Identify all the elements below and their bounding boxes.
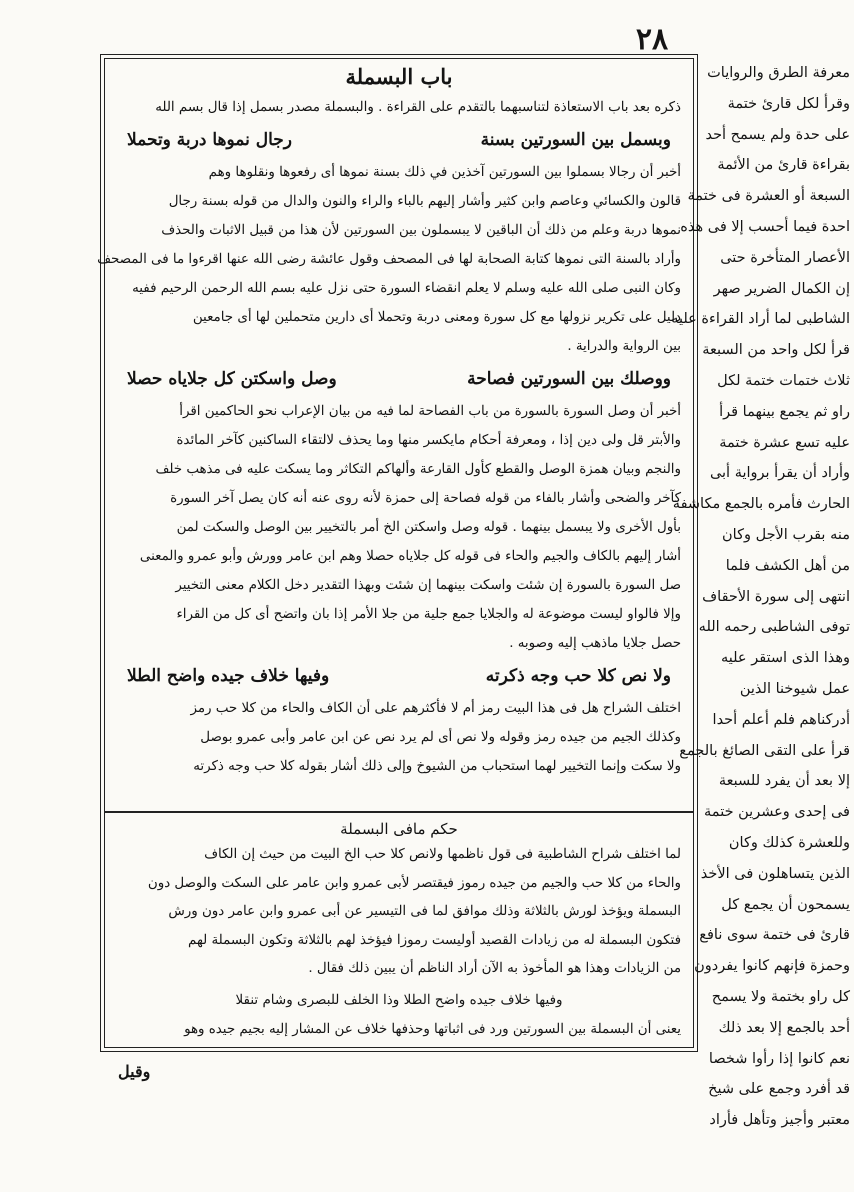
catchword: وقيل [118,1062,151,1081]
margin-line: منه بقرب الأجل وكان [722,526,850,543]
text-line: صل السورة بالسورة إن شئت واسكت بينهما إن شئت وبهذا التقدير دخل الكلام معنى التخيير [175,578,681,593]
margin-line: معتبر وأجيز وتأهل فأراد [709,1112,850,1129]
text-line: يعنى أن البسملة بين السورتين ورد فى اثباتها وحذفها خلاف عن المشار إليه بجيم جيده وهو [184,1021,681,1037]
verse-1-second-hemistich: رجال نموها دربة وتحملا [127,130,293,150]
margin-line: عليه تسع عشرة ختمة [719,434,850,451]
commentary-section [97,59,693,807]
text-line: كآخر والضحى وأشار بالفاء من قوله فصاحة إلى حمزة لأنه روى عنه أنه كان يصل آخر السورة [170,491,681,506]
text-line: أخبر أن رجالا بسملوا بين السورتين آخذين في ذلك بسنة نموها أى رفعوها ونقلوها وهم [208,165,681,180]
margin-line: قارئ فى ختمة سوى نافع [699,927,850,944]
margin-line: على حدة ولم يسمح أحد [705,126,850,143]
margin-line: إن الكمال الضرير صهر [713,280,850,297]
paragraph-3 [105,694,693,781]
margin-line: قرأ على التقى الصائغ بالجمع [679,742,850,759]
text-line: بين الرواية والدراية . [567,339,681,354]
text-line: وكذلك الجيم من جيده رمز وقوله ولا نص أى لم يرد نص عن ابن عامر وأبى عمرو بوصل [200,730,681,745]
margin-line: قرأ لكل واحد من السبعة [702,342,850,359]
margin-line: أدركناهم فلم أعلم أحدا [712,711,850,728]
text-line: لما اختلف شراح الشاطبية فى قول ناظمها ولانص كلا حب الخ البيت من حيث إن الكاف [204,847,681,862]
margin-line: انتهى إلى سورة الأحقاف [702,588,850,605]
ruling-verse: وفيها خلاف جيده واضح الطلا وذا الخلف للبصرى وشام تنقلا [235,991,563,1008]
margin-line: احدة فيما أحسب إلا فى هذه [680,218,850,235]
margin-line: فى إحدى وعشرين ختمة [704,804,850,821]
ruling-paragraph [105,841,693,984]
margin-line: الذين يتساهلون فى الأخذ [700,865,850,882]
verse-2-second-hemistich: وصل واسكتن كل جلاياه حصلا [127,369,337,389]
margin-line: الحارث فأمره بالجمع مكاشفة [672,496,850,513]
margin-line: وللعشرة كذلك وكان [728,834,850,851]
margin-line: وهذا الذى استقر عليه [720,650,850,667]
margin-line: إلا بعد أن يفرد للسبعة [718,773,850,790]
text-line: أشار إليهم بالكاف والجيم والحاء فى قوله كل جلاياه حصلا وهم ابن عامر وورش وأبو عمرو والمعنى [139,549,681,564]
margin-line: وحمزة فإنهم كانوا يفردون [694,958,850,975]
verse-1 [105,122,693,158]
margin-line: وقرأ لكل قارئ ختمة [727,95,850,112]
margin-line: السبعة أو العشرة فى ختمة [687,188,850,205]
page-number: ٢٨ [635,22,669,57]
text-line: ولا سكت وإنما التخيير لهما استحباب من الشيوخ وإلى ذلك أشار بقوله كلا حب وجه ذكرته [193,759,681,774]
main-text-frame [97,58,694,1048]
ruling-paragraph-2 [105,1016,693,1045]
text-line: وإلا فالواو ليست موضوعة له والجلايا جمع جلية من جلا الأمر إذا بان واتضح أى كل من القراء [176,607,681,622]
ruling-title: حكم مافى البسملة [340,820,458,838]
margin-line: ثلاث ختمات ختمة لكل [717,372,850,389]
margin-line: معرفة الطرق والروايات [707,65,850,81]
margin-line: قد أفرد وجمع على شيخ [708,1081,850,1098]
intro-paragraph [105,93,693,122]
chapter-title: باب البسملة [345,64,453,89]
verse-3-first-hemistich: ولا نص كلا حب وجه ذكرته [485,666,671,686]
text-line: بأول الأخرى ولا يبسمل بينهما . قوله وصل واسكتن الخ أمر بالتخيير بين الوصل والسكت لمن [176,520,681,535]
margin-line: راو ثم يجمع بينهما قرأ [719,403,850,420]
margin-line: وأراد أن يقرأ برواية أبى [709,465,850,482]
paragraph-2 [105,397,693,658]
text-line: والحاء من كلا حب والجيم من جيده رموز فيقتصر لأبى عمرو وابن عامر على السكت والوصل دون [147,875,681,891]
margin-line: بقراءة قارئ من الأئمة [717,157,850,174]
verse-2 [105,361,693,397]
margin-column [671,58,850,1129]
margin-line: من أهل الكشف فلما [725,557,850,574]
margin-line: الأعصار المتأخرة حتى [720,249,850,266]
margin-line: الشاطبى لما أراد القراءة عليه [671,311,850,328]
text-line: والنجم وبيان همزة الوصل والقطع كأول القارعة وألهاكم التكاثر وما يسكت عليه فى مذهب خلف [155,462,681,477]
paragraph-1 [97,158,693,361]
text-line: نموها دربة وعلم من ذلك أن الباقين لا يبسملون بين السورتين لأن هذا من قبيل الاثبات والحذف [161,223,681,238]
text-line: اختلف الشراح هل فى هذا البيت رمز أم لا فأكثرهم على أن الكاف والحاء من كلا حب رمز [190,701,681,716]
text-line: أخبر أن وصل السورة بالسورة من باب الفصاحة لما فيه من بيان الإعراب نحو الحاكمين اقرأ [179,404,681,419]
text-line: البسملة ويؤخذ لورش بالثلاثة وذلك موافق لما فى التيسير عن أبى عمرو وابن عامر دون ورش [168,904,681,919]
margin-line: عمل شيوخنا الذين [739,680,850,697]
ruling-section [105,811,693,1047]
text-line: فتكون البسملة له من زيادات القصيد أوليست رموزا فيؤخذ لهم بالثلاثة وتكون البسملة لهم [188,932,681,948]
text-line: وأراد بالسنة التى نموها كتابة الصحابة لها فى المصحف وقول عائشة رضى الله عنها اقرءوا ما فى المصحف [97,252,681,267]
verse-2-first-hemistich: ووصلك بين السورتين فصاحة [467,369,671,389]
margin-line: كل راو بختمة ولا يسمح [711,988,850,1005]
verse-3-second-hemistich: وفيها خلاف جيده واضح الطلا [127,666,330,686]
margin-line: أحد بالجمع إلا بعد ذلك [718,1019,850,1036]
margin-line: يسمحون أن يجمع كل [721,896,850,913]
text-line: قالون والكسائي وعاصم وابن كثير وأشار إليهم بالباء والراء والنون والدال من قوله بسنة رجال [168,194,681,209]
margin-line: توفى الشاطبى رحمه الله [698,619,850,636]
intro-line: ذكره بعد باب الاستعاذة لتناسبهما بالتقدم على القراءة . والبسملة مصدر بسمل إذا قال بسم الله [155,100,681,115]
margin-line: نعم كانوا إذا رأوا شخصا [708,1050,850,1067]
text-line: والأبتر قل ولى دين إذا ، ومعرفة أحكام مايكسر منها وما يحذف لالتقاء الساكنين كآخر المائدة [176,433,681,448]
text-line: وكان النبى صلى الله عليه وسلم لا يعلم انقضاء السورة حتى نزل عليه بسم الله الرحمن الرحيم ففيه [132,281,681,296]
text-line: دليل على تكرير نزولها مع كل سورة ومعنى دربة وتحملا أى دارين متحملين لها أى جامعين [192,310,681,325]
verse-1-first-hemistich: وبسمل بين السورتين بسنة [480,130,671,150]
text-line: حصل جلايا ماذهب إليه وصوبه . [509,636,681,651]
verse-3 [105,658,693,694]
text-line: من الزيادات وهذا هو المأخوذ به الآن أراد الناظم أن يبين ذلك فقال . [308,961,681,976]
